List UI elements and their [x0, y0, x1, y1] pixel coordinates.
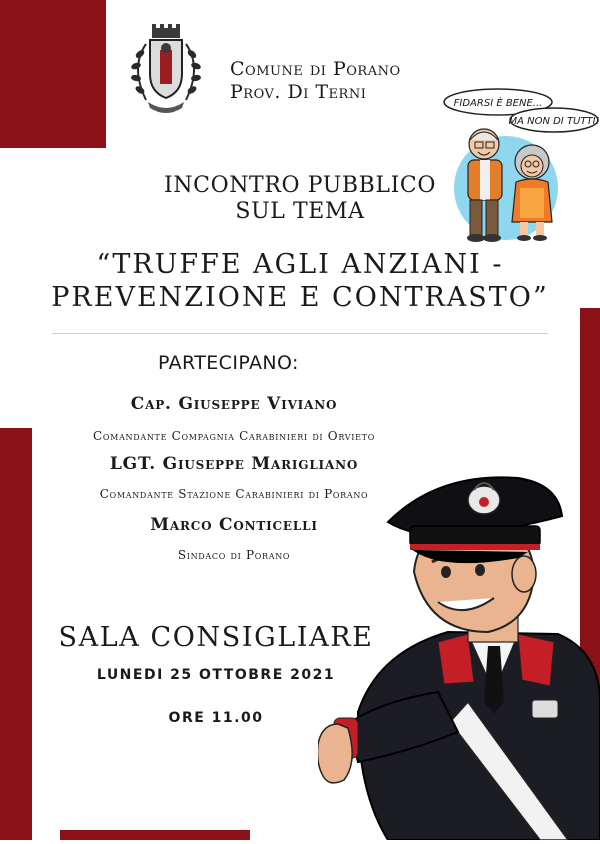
venue-place: SALA CONSIGLIARE: [58, 622, 374, 653]
participant-1-role: Comandante Compagnia Carabinieri di Orvieto: [93, 429, 375, 443]
participant-2-name: LGT. Giuseppe Marigliano: [109, 454, 359, 474]
event-title: [0, 248, 600, 314]
provincia-name: Prov. Di Terni: [230, 81, 367, 103]
title-line-1: “TRUFFE AGLI ANZIANI -: [96, 249, 504, 280]
coat-of-arms-icon: [120, 22, 212, 122]
divider: [52, 333, 548, 334]
event-intro: [0, 173, 600, 225]
top-left-bar: [0, 0, 106, 148]
bubble-1-text: FIDARSI È BENE...: [453, 98, 543, 109]
title-line-2: PREVENZIONE E CONTRASTO”: [51, 282, 549, 313]
participant-3-name: Marco Conticelli: [150, 515, 318, 535]
bubble-2-text: MA NON DI TUTTI!: [508, 116, 600, 127]
comune-name: Comune di Porano: [230, 58, 401, 80]
participant-1-name: Cap. Giuseppe Viviano: [130, 394, 338, 414]
participant-3-role: Sindaco di Porano: [177, 548, 291, 562]
participants-heading: PARTECIPANO:: [158, 352, 299, 374]
venue-date: LUNEDI 25 OTTOBRE 2021: [96, 667, 336, 683]
participant-2-role: Comandante Stazione Carabinieri di Porano: [99, 487, 369, 501]
bottom-bar: [60, 830, 250, 840]
intro-line-2: SUL TEMA: [235, 199, 365, 224]
comune-header: [230, 58, 401, 104]
intro-line-1: INCONTRO PUBBLICO: [164, 173, 436, 198]
carabiniere-illustration: [318, 462, 600, 840]
venue-time: ORE 11.00: [168, 710, 264, 726]
